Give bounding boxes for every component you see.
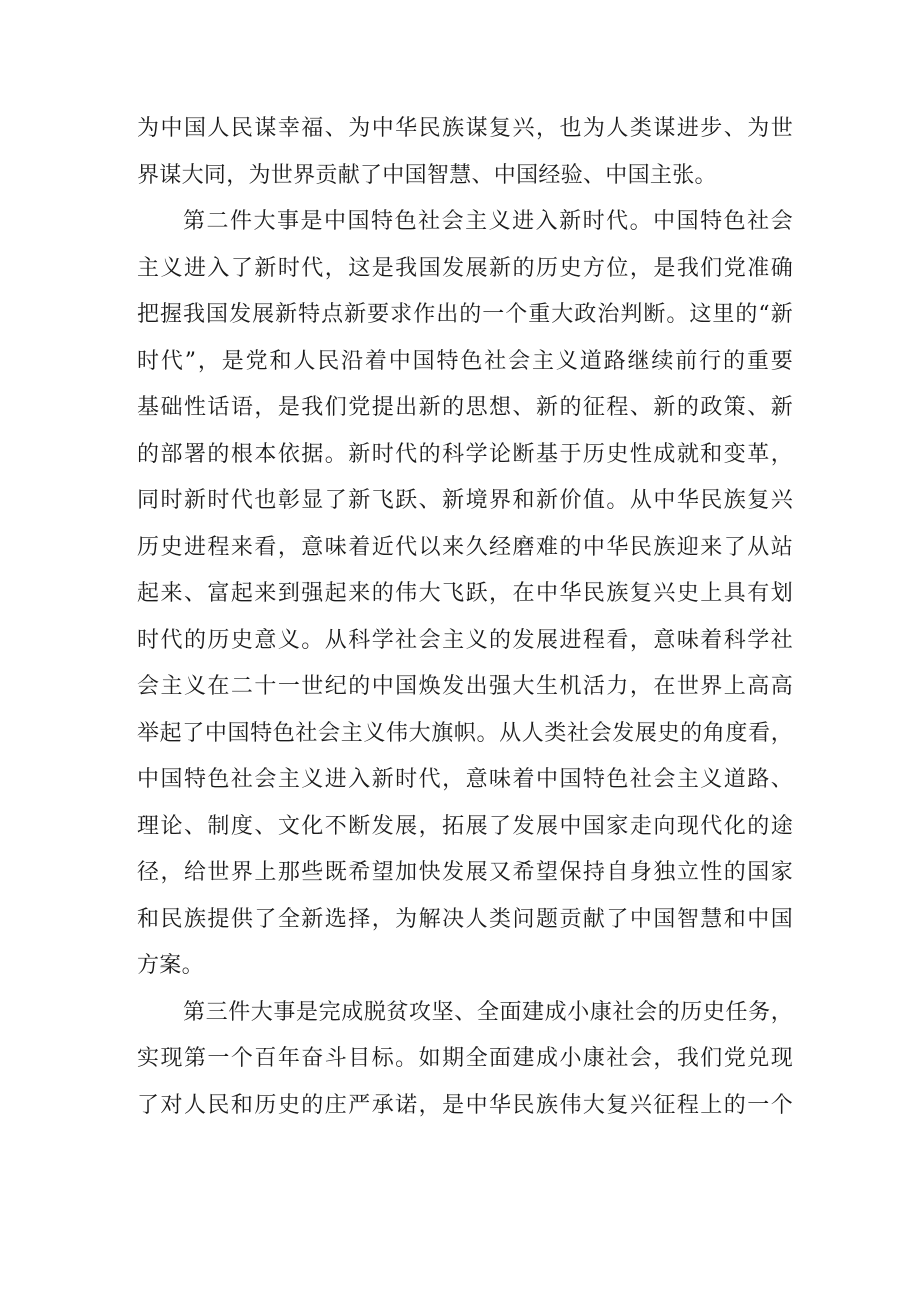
paragraph-3 bbox=[137, 990, 793, 1130]
text-line: 会主义在二十一世纪的中国焕发出强大生机活力，在世界上高高 bbox=[137, 674, 793, 699]
text-line: 历史进程来看，意味着近代以来久经磨难的中华民族迎来了从站 bbox=[137, 534, 793, 560]
text-line: 了对人民和历史的庄严承诺，是中华民族伟大复兴征程上的一个 bbox=[137, 1092, 793, 1118]
text-line: 第三件大事是完成脱贫攻坚、全面建成小康社会的历史任务， bbox=[183, 999, 793, 1025]
text-line: 实现第一个百年奋斗目标。如期全面建成小康社会，我们党兑现 bbox=[137, 1046, 793, 1071]
body-text bbox=[137, 106, 793, 1129]
text-line: 的部署的根本依据。新时代的科学论断基于历史性成就和变革， bbox=[137, 441, 793, 467]
text-line: 第二件大事是中国特色社会主义进入新时代。中国特色社会 bbox=[183, 209, 793, 234]
paragraph-1 bbox=[137, 106, 793, 199]
text-line: 和民族提供了全新选择，为解决人类问题贡献了中国智慧和中国 bbox=[137, 906, 793, 932]
text-line: 起来、富起来到强起来的伟大飞跃，在中华民族复兴史上具有划 bbox=[137, 581, 793, 606]
text-line: 方案。 bbox=[137, 953, 204, 978]
text-line: 基础性话语，是我们党提出新的思想、新的征程、新的政策、新 bbox=[137, 395, 793, 420]
text-line: 把握我国发展新特点新要求作出的一个重大政治判断。这里的“新 bbox=[137, 302, 793, 327]
text-line: 举起了中国特色社会主义伟大旗帜。从人类社会发展史的角度看， bbox=[137, 720, 793, 746]
text-line: 中国特色社会主义进入新时代，意味着中国特色社会主义道路、 bbox=[137, 767, 793, 792]
text-line: 时代”，是党和人民沿着中国特色社会主义道路继续前行的重要 bbox=[137, 348, 793, 374]
text-line: 为中国人民谋幸福、为中华民族谋复兴，也为人类谋进步、为世 bbox=[137, 116, 793, 141]
text-line: 理论、制度、文化不断发展，拓展了发展中国家走向现代化的途 bbox=[137, 813, 793, 839]
text-line: 同时新时代也彰显了新飞跃、新境界和新价值。从中华民族复兴 bbox=[137, 488, 793, 513]
paragraph-2 bbox=[137, 199, 793, 990]
text-line: 界谋大同，为世界贡献了中国智慧、中国经验、中国主张。 bbox=[137, 162, 717, 188]
text-line: 径，给世界上那些既希望加快发展又希望保持自身独立性的国家 bbox=[137, 860, 793, 885]
text-line: 主义进入了新时代，这是我国发展新的历史方位，是我们党准确 bbox=[137, 255, 793, 281]
text-line: 时代的历史意义。从科学社会主义的发展进程看，意味着科学社 bbox=[137, 627, 793, 653]
